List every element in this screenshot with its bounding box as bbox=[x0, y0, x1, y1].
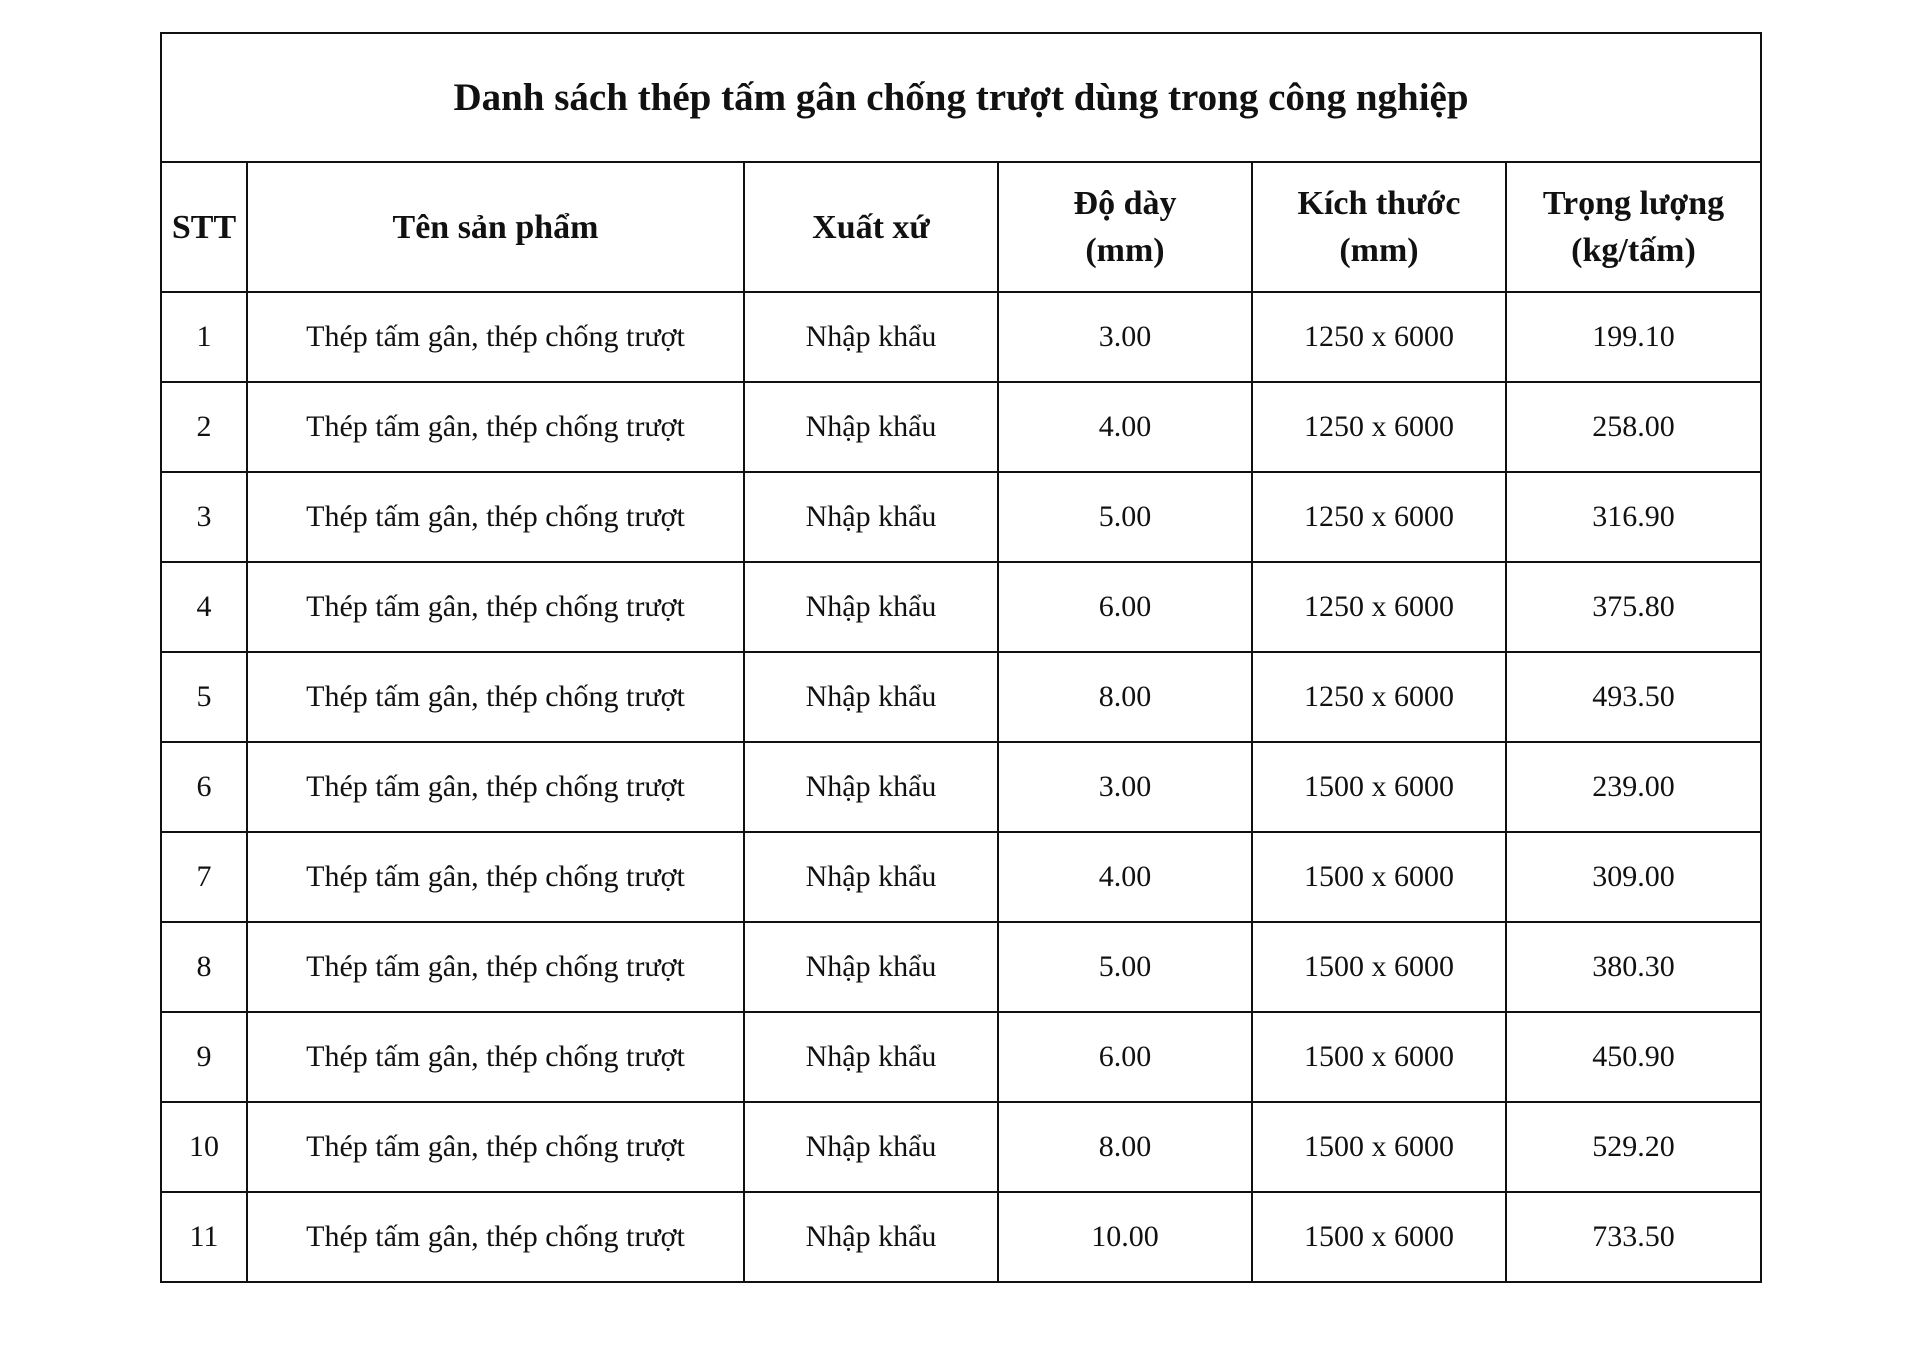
table-row bbox=[161, 292, 1761, 382]
cell-thickness: 5.00 bbox=[998, 922, 1252, 1012]
cell-thickness: 8.00 bbox=[998, 652, 1252, 742]
cell-origin: Nhập khẩu bbox=[744, 292, 998, 382]
table-row bbox=[161, 742, 1761, 832]
cell-product-name: Thép tấm gân, thép chống trượt bbox=[247, 562, 744, 652]
cell-stt: 9 bbox=[161, 1012, 247, 1102]
cell-stt: 4 bbox=[161, 562, 247, 652]
cell-origin: Nhập khẩu bbox=[744, 832, 998, 922]
cell-stt: 2 bbox=[161, 382, 247, 472]
cell-weight: 309.00 bbox=[1506, 832, 1761, 922]
steel-plate-table bbox=[160, 32, 1762, 1283]
table-row bbox=[161, 922, 1761, 1012]
cell-product-name: Thép tấm gân, thép chống trượt bbox=[247, 292, 744, 382]
cell-product-name: Thép tấm gân, thép chống trượt bbox=[247, 1192, 744, 1282]
cell-thickness: 3.00 bbox=[998, 742, 1252, 832]
header-size-unit: (mm) bbox=[1339, 232, 1419, 269]
cell-size: 1250 x 6000 bbox=[1252, 292, 1506, 382]
title-row bbox=[161, 33, 1761, 162]
cell-stt: 11 bbox=[161, 1192, 247, 1282]
cell-stt: 7 bbox=[161, 832, 247, 922]
cell-thickness: 6.00 bbox=[998, 1012, 1252, 1102]
cell-product-name: Thép tấm gân, thép chống trượt bbox=[247, 382, 744, 472]
cell-size: 1500 x 6000 bbox=[1252, 922, 1506, 1012]
cell-thickness: 8.00 bbox=[998, 1102, 1252, 1192]
cell-stt: 6 bbox=[161, 742, 247, 832]
cell-weight: 375.80 bbox=[1506, 562, 1761, 652]
cell-stt: 5 bbox=[161, 652, 247, 742]
cell-size: 1500 x 6000 bbox=[1252, 832, 1506, 922]
cell-weight: 733.50 bbox=[1506, 1192, 1761, 1282]
cell-origin: Nhập khẩu bbox=[744, 1102, 998, 1192]
header-thickness-label: Độ dày bbox=[1073, 185, 1177, 222]
cell-product-name: Thép tấm gân, thép chống trượt bbox=[247, 1102, 744, 1192]
header-size bbox=[1252, 162, 1506, 292]
table-row bbox=[161, 1192, 1761, 1282]
cell-size: 1250 x 6000 bbox=[1252, 382, 1506, 472]
header-size-label: Kích thước bbox=[1297, 185, 1461, 222]
cell-thickness: 4.00 bbox=[998, 832, 1252, 922]
header-row bbox=[161, 162, 1761, 292]
cell-stt: 1 bbox=[161, 292, 247, 382]
table-row bbox=[161, 1102, 1761, 1192]
document-sheet bbox=[160, 32, 1762, 1283]
table-row bbox=[161, 1012, 1761, 1102]
cell-weight: 450.90 bbox=[1506, 1012, 1761, 1102]
cell-stt: 3 bbox=[161, 472, 247, 562]
cell-size: 1250 x 6000 bbox=[1252, 562, 1506, 652]
cell-weight: 239.00 bbox=[1506, 742, 1761, 832]
header-product-name: Tên sản phẩm bbox=[247, 162, 744, 292]
cell-thickness: 10.00 bbox=[998, 1192, 1252, 1282]
cell-thickness: 6.00 bbox=[998, 562, 1252, 652]
table-title: Danh sách thép tấm gân chống trượt dùng trong công nghiệp bbox=[161, 33, 1761, 162]
cell-product-name: Thép tấm gân, thép chống trượt bbox=[247, 922, 744, 1012]
cell-origin: Nhập khẩu bbox=[744, 382, 998, 472]
cell-size: 1250 x 6000 bbox=[1252, 472, 1506, 562]
cell-weight: 258.00 bbox=[1506, 382, 1761, 472]
header-weight-label: Trọng lượng bbox=[1542, 185, 1725, 222]
header-thickness bbox=[998, 162, 1252, 292]
cell-stt: 8 bbox=[161, 922, 247, 1012]
header-weight-unit: (kg/tấm) bbox=[1571, 232, 1696, 269]
cell-origin: Nhập khẩu bbox=[744, 472, 998, 562]
table-row bbox=[161, 832, 1761, 922]
cell-thickness: 3.00 bbox=[998, 292, 1252, 382]
table-body bbox=[161, 292, 1761, 1282]
cell-weight: 493.50 bbox=[1506, 652, 1761, 742]
cell-stt: 10 bbox=[161, 1102, 247, 1192]
cell-size: 1500 x 6000 bbox=[1252, 742, 1506, 832]
table-row bbox=[161, 652, 1761, 742]
header-thickness-unit: (mm) bbox=[1085, 232, 1165, 269]
table-row bbox=[161, 382, 1761, 472]
cell-origin: Nhập khẩu bbox=[744, 562, 998, 652]
cell-weight: 316.90 bbox=[1506, 472, 1761, 562]
header-stt: STT bbox=[161, 162, 247, 292]
cell-product-name: Thép tấm gân, thép chống trượt bbox=[247, 472, 744, 562]
cell-size: 1500 x 6000 bbox=[1252, 1192, 1506, 1282]
cell-origin: Nhập khẩu bbox=[744, 652, 998, 742]
cell-origin: Nhập khẩu bbox=[744, 1012, 998, 1102]
cell-origin: Nhập khẩu bbox=[744, 1192, 998, 1282]
header-weight bbox=[1506, 162, 1761, 292]
cell-thickness: 5.00 bbox=[998, 472, 1252, 562]
cell-product-name: Thép tấm gân, thép chống trượt bbox=[247, 742, 744, 832]
cell-origin: Nhập khẩu bbox=[744, 742, 998, 832]
cell-weight: 529.20 bbox=[1506, 1102, 1761, 1192]
cell-size: 1250 x 6000 bbox=[1252, 652, 1506, 742]
cell-weight: 380.30 bbox=[1506, 922, 1761, 1012]
cell-product-name: Thép tấm gân, thép chống trượt bbox=[247, 1012, 744, 1102]
cell-weight: 199.10 bbox=[1506, 292, 1761, 382]
cell-product-name: Thép tấm gân, thép chống trượt bbox=[247, 652, 744, 742]
cell-thickness: 4.00 bbox=[998, 382, 1252, 472]
cell-size: 1500 x 6000 bbox=[1252, 1102, 1506, 1192]
table-row bbox=[161, 562, 1761, 652]
table-row bbox=[161, 472, 1761, 562]
cell-product-name: Thép tấm gân, thép chống trượt bbox=[247, 832, 744, 922]
header-origin: Xuất xứ bbox=[744, 162, 998, 292]
cell-size: 1500 x 6000 bbox=[1252, 1012, 1506, 1102]
cell-origin: Nhập khẩu bbox=[744, 922, 998, 1012]
